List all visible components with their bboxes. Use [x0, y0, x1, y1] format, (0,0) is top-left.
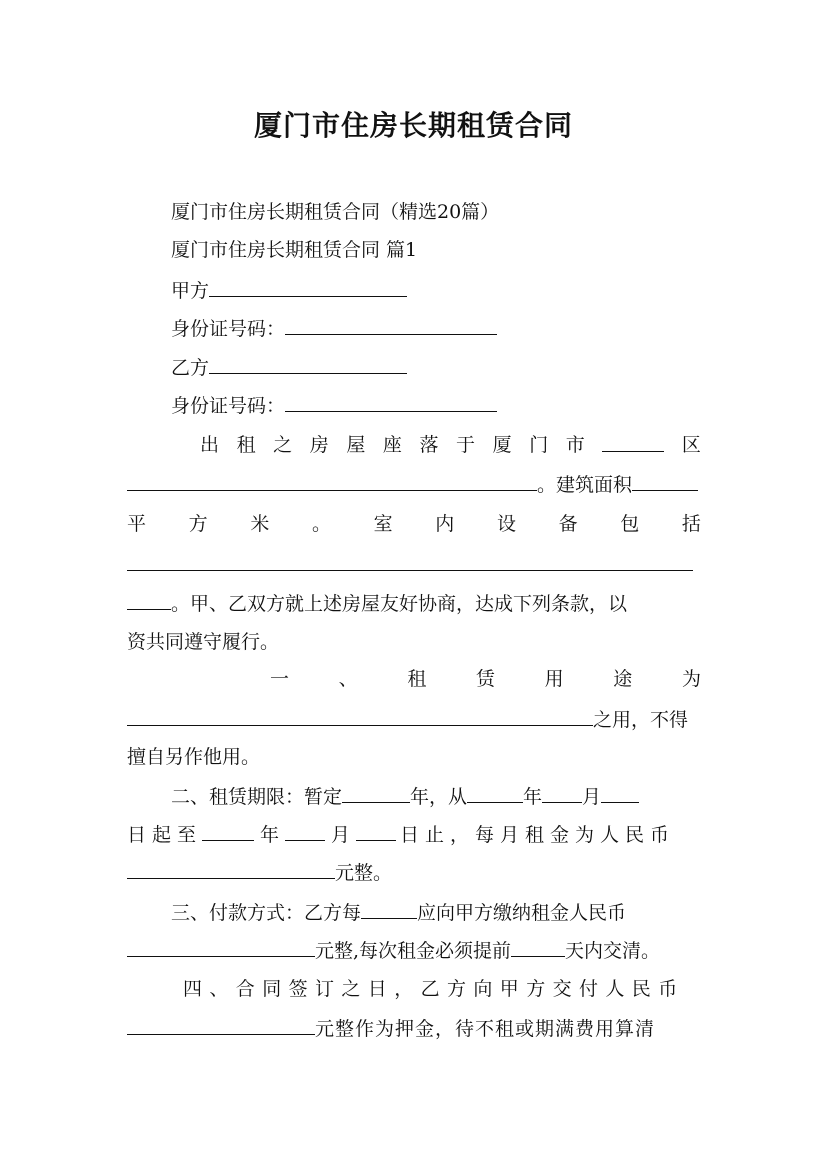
- p3-line2: [127, 822, 701, 847]
- p3-text: 日止，每月租金为人民币: [400, 824, 676, 846]
- equipment-blank-2: [127, 591, 171, 610]
- p1-char: 屋: [346, 434, 366, 456]
- p1-char: 室: [373, 513, 393, 535]
- party-a-blank: [209, 278, 407, 297]
- advance-days-blank: [511, 938, 565, 957]
- p1-char: 米: [250, 513, 270, 535]
- party-a-id-blank: [285, 316, 497, 335]
- p2-text: 之用，不得: [593, 709, 689, 731]
- district-blank: [602, 433, 664, 452]
- party-a-id-label: 身份证号码：: [171, 318, 286, 340]
- p4-line1: [171, 900, 701, 925]
- p4-text: 元整,每次租金必须提前: [315, 940, 512, 962]
- p2-char: 、: [338, 668, 358, 690]
- party-a-line: [171, 278, 701, 303]
- p1-text: 。甲、乙双方就上述房屋友好协商，达成下列条款，以: [171, 593, 628, 615]
- p1-line1: [200, 433, 701, 457]
- p2-char: 途: [613, 668, 633, 690]
- p1-char: 厦: [492, 434, 512, 456]
- pay-amount-blank: [127, 938, 315, 957]
- rent-amount-blank: [127, 860, 335, 879]
- p1-char: 设: [496, 513, 516, 535]
- p1-line2: [127, 472, 701, 497]
- p1-char: 房: [309, 434, 329, 456]
- p1-line3: [127, 512, 701, 536]
- document-title: 厦门市住房长期租赁合同: [253, 109, 573, 142]
- party-b-id-blank: [285, 393, 497, 412]
- p3-text: 日起至: [127, 824, 203, 846]
- p2-char: 用: [544, 668, 564, 690]
- deposit-blank: [127, 1016, 315, 1035]
- p1-char: 座: [382, 434, 402, 456]
- p1-char: 平: [127, 513, 147, 535]
- p1-char: 于: [456, 434, 476, 456]
- party-b-blank: [209, 355, 407, 374]
- equipment-blank: [127, 552, 693, 571]
- party-b-id-label: 身份证号码：: [171, 395, 286, 417]
- p5-text: 元整作为押金，待不租或期满费用算清: [315, 1018, 656, 1040]
- p1-char: 出: [200, 434, 220, 456]
- term-years-blank: [342, 784, 410, 803]
- section-heading: 厦门市住房长期租赁合同 篇1: [171, 239, 418, 261]
- party-b-id-line: [171, 393, 701, 418]
- p3-text: 年: [260, 824, 280, 846]
- p2-line1: [270, 667, 701, 691]
- p2-char: 赁: [475, 668, 495, 690]
- end-day-blank: [356, 822, 396, 841]
- p3-line1: [171, 784, 701, 809]
- start-day-blank: [601, 784, 639, 803]
- p1-char: 门: [529, 434, 549, 456]
- p2-char: 租: [407, 668, 427, 690]
- p1-char: 括: [681, 513, 701, 535]
- p3-text: 年: [523, 786, 543, 808]
- party-b-line: [171, 355, 701, 380]
- p1-char: 租: [236, 434, 256, 456]
- p1-char: 之: [273, 434, 293, 456]
- p4-line2: [127, 938, 701, 963]
- party-b-label: 乙方: [171, 357, 210, 379]
- p5-line1: [183, 977, 701, 1001]
- address-blank: [127, 472, 537, 491]
- p4-text: 三、付款方式：乙方每: [171, 902, 362, 924]
- p1-char: 区: [681, 434, 701, 456]
- p1-char: 。: [311, 513, 331, 535]
- area-label: 。建筑面积: [537, 474, 633, 496]
- p2-char: 一: [270, 668, 290, 690]
- purpose-blank: [127, 707, 593, 726]
- p1-char: 方: [188, 513, 208, 535]
- p3-line3: [127, 860, 701, 885]
- p1-line6: 资共同遵守履行。: [127, 631, 280, 653]
- start-year-blank: [467, 784, 523, 803]
- p1-line4: [127, 552, 701, 577]
- pay-period-blank: [361, 900, 417, 919]
- p5-line2: [127, 1016, 701, 1041]
- p3-text: 年，从: [410, 786, 468, 808]
- p1-char: 市: [565, 434, 585, 456]
- p3-text: 月: [331, 824, 351, 846]
- p1-char: 落: [419, 434, 439, 456]
- document-subtitle: 厦门市住房长期租赁合同（精选20篇）: [171, 201, 500, 223]
- p3-text: 元整。: [335, 862, 393, 884]
- area-blank: [632, 472, 698, 491]
- p5-text: 四、合同签订之日，乙方向甲方交付人民币: [183, 978, 685, 1000]
- p3-text: 二、租赁期限：暂定: [171, 786, 343, 808]
- end-month-blank: [285, 822, 325, 841]
- p1-char: 备: [558, 513, 578, 535]
- start-month-blank: [542, 784, 582, 803]
- p2-line3: 擅自另作他用。: [127, 746, 261, 768]
- p1-line5: [127, 591, 701, 616]
- p4-text: 天内交清。: [565, 940, 661, 962]
- end-year-blank: [202, 822, 254, 841]
- p2-char: 为: [681, 668, 701, 690]
- party-a-id-line: [171, 316, 701, 341]
- p1-char: 内: [435, 513, 455, 535]
- p2-line2: [127, 707, 701, 732]
- p1-char: 包: [620, 513, 640, 535]
- p4-text: 应向甲方缴纳租金人民币: [417, 902, 627, 924]
- party-a-label: 甲方: [171, 280, 210, 302]
- p3-text: 月: [582, 786, 602, 808]
